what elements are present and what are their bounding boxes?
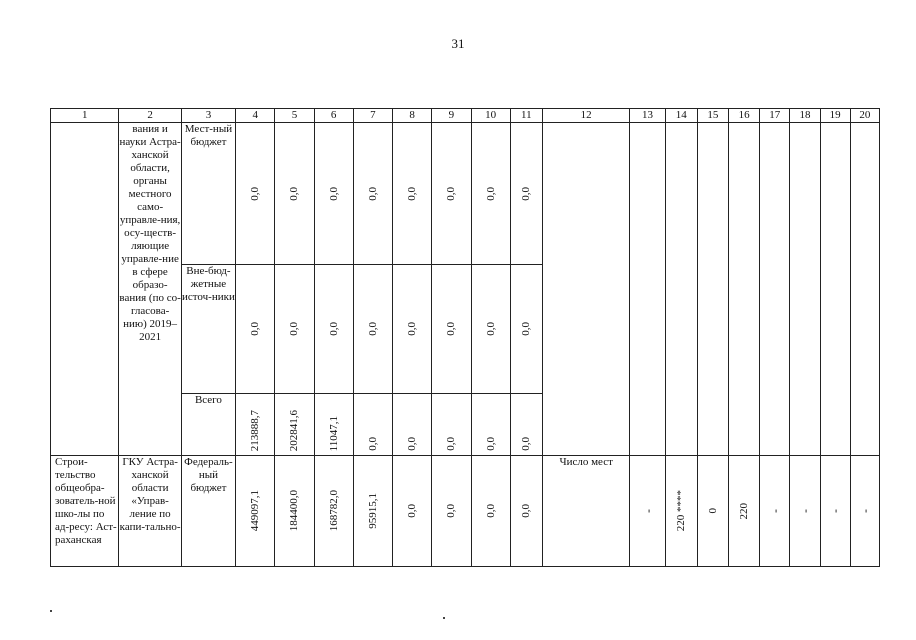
funding-source-cell: Федераль-ный бюджет	[181, 456, 235, 567]
indicator-cell: Число мест	[542, 456, 630, 567]
value-cell	[471, 394, 510, 456]
value-cell	[275, 394, 314, 456]
value-text: 0,0	[288, 186, 301, 201]
target-cell	[760, 456, 790, 567]
value-text: 0,0	[288, 322, 301, 336]
value-text: 0,0	[520, 437, 533, 451]
value-text: 0,0	[520, 186, 533, 201]
value-text: 0,0	[520, 322, 533, 336]
value-cell	[510, 123, 542, 265]
value-text: 0,0	[406, 322, 419, 336]
value-text: 0,0	[249, 186, 262, 201]
value-cell	[353, 394, 392, 456]
value-text: 95915,1	[366, 493, 379, 529]
value-cell	[432, 456, 471, 567]
value-cell	[275, 265, 314, 394]
header-cell: 11	[510, 109, 542, 123]
header-cell: 6	[314, 109, 353, 123]
value-cell	[471, 123, 510, 265]
target-cell	[630, 456, 665, 567]
funding-source-cell: Мест-ный бюджет	[181, 123, 235, 265]
target-text: -	[828, 509, 843, 513]
value-cell	[510, 265, 542, 394]
empty-cell	[790, 123, 820, 456]
header-cell: 2	[119, 109, 181, 123]
value-text: 0,0	[366, 186, 379, 201]
header-cell: 9	[432, 109, 471, 123]
value-cell	[236, 456, 275, 567]
value-cell	[314, 456, 353, 567]
value-cell	[432, 265, 471, 394]
empty-cell	[760, 123, 790, 456]
empty-cell	[665, 123, 697, 456]
target-cell	[820, 456, 850, 567]
target-text: -	[640, 509, 655, 513]
value-cell	[353, 265, 392, 394]
value-text: 0,0	[520, 504, 533, 518]
empty-cell	[729, 123, 760, 456]
executor-cell: ГКУ Астра-ханской области «Управ-ление по капи-тально-	[119, 456, 181, 567]
activity-name-cell: Строи-тельство общеобра-зователь-ной шко-лы по ад-ресу: Аст-раханская	[51, 456, 119, 567]
empty-cell	[850, 123, 879, 456]
value-text: 0,0	[406, 437, 419, 451]
target-text: 220	[738, 502, 751, 520]
target-text: -	[797, 509, 812, 513]
value-cell	[393, 123, 432, 265]
value-text: 0,0	[484, 322, 497, 336]
header-cell: 7	[353, 109, 392, 123]
value-cell	[236, 123, 275, 265]
target-cell	[850, 456, 879, 567]
header-cell: 16	[729, 109, 760, 123]
value-text: 0,0	[366, 437, 379, 451]
value-text: 0,0	[406, 504, 419, 518]
page-number: 31	[451, 36, 465, 51]
target-cell	[729, 456, 760, 567]
value-cell	[353, 123, 392, 265]
value-cell	[353, 456, 392, 567]
header-cell: 8	[393, 109, 432, 123]
header-cell: 12	[542, 109, 630, 123]
header-cell: 19	[820, 109, 850, 123]
target-cell	[790, 456, 820, 567]
value-text: 184400,0	[288, 490, 301, 532]
value-text: 11047,1	[327, 415, 340, 451]
header-cell: 1	[51, 109, 119, 123]
value-cell	[471, 265, 510, 394]
header-cell: 20	[850, 109, 879, 123]
value-text: 0,0	[445, 504, 458, 518]
target-text: 0	[706, 508, 719, 514]
budget-table	[50, 108, 880, 567]
empty-cell	[630, 123, 665, 456]
value-cell	[275, 123, 314, 265]
value-text: 0,0	[445, 437, 458, 451]
scan-speck	[443, 617, 445, 619]
value-cell	[275, 456, 314, 567]
value-text: 0,0	[366, 322, 379, 336]
value-text: 0,0	[484, 437, 497, 451]
value-cell	[236, 265, 275, 394]
value-cell	[393, 265, 432, 394]
value-text: 0,0	[249, 322, 262, 336]
funding-source-cell: Вне-бюд-жетные источ-ники	[181, 265, 235, 394]
value-text: 0,0	[445, 322, 458, 336]
header-cell: 3	[181, 109, 235, 123]
empty-cell	[542, 123, 630, 456]
header-cell: 18	[790, 109, 820, 123]
scan-speck	[50, 610, 52, 612]
value-text: 168782,0	[327, 490, 340, 532]
value-text: 0,0	[327, 186, 340, 201]
header-cell: 4	[236, 109, 275, 123]
target-text: 220 ****	[675, 490, 688, 532]
value-cell	[314, 123, 353, 265]
value-text: 0,0	[445, 186, 458, 201]
value-text: 0,0	[406, 186, 419, 201]
empty-cell	[697, 123, 728, 456]
target-cell	[697, 456, 728, 567]
value-text: 213888,7	[249, 409, 262, 451]
header-cell: 10	[471, 109, 510, 123]
table-row	[51, 123, 880, 265]
value-cell	[432, 123, 471, 265]
value-cell	[393, 456, 432, 567]
empty-cell	[820, 123, 850, 456]
executor-cell: вания и науки Астра-ханской области, органы местного само-управле-ния, осу-ществ-ляющие управле-ние в сфере образо-вания (по со-гласова-нию) 2019–2021	[119, 123, 181, 456]
value-cell	[510, 456, 542, 567]
value-text: 0,0	[327, 322, 340, 336]
header-cell: 13	[630, 109, 665, 123]
header-cell: 5	[275, 109, 314, 123]
value-cell	[314, 265, 353, 394]
header-cell: 17	[760, 109, 790, 123]
value-cell	[471, 456, 510, 567]
value-cell	[236, 394, 275, 456]
table-row	[51, 456, 880, 567]
value-cell	[432, 394, 471, 456]
header-cell: 15	[697, 109, 728, 123]
value-cell	[510, 394, 542, 456]
value-cell	[314, 394, 353, 456]
value-text: 0,0	[484, 504, 497, 518]
value-text: 0,0	[484, 186, 497, 201]
target-text: -	[857, 509, 872, 513]
target-text: -	[767, 509, 782, 513]
value-text: 449097,1	[249, 490, 262, 532]
value-cell	[393, 394, 432, 456]
value-text: 202841,6	[288, 409, 301, 451]
header-row	[51, 109, 880, 123]
header-cell: 14	[665, 109, 697, 123]
target-cell	[665, 456, 697, 567]
funding-source-cell: Всего	[181, 394, 235, 456]
empty-cell	[51, 123, 119, 456]
